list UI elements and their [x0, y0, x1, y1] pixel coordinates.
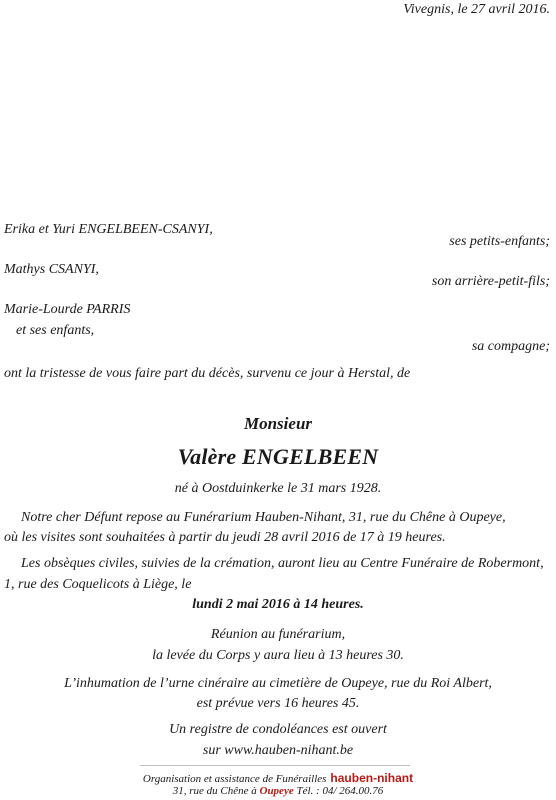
family-name-3b: et ses enfants, — [16, 323, 95, 338]
ceremony-date: lundi 2 mai 2016 à 14 heures. — [192, 597, 364, 612]
registry-line2: sur www.hauben-nihant.be — [202, 743, 354, 758]
meeting-line1: Réunion au funérarium, — [210, 627, 346, 642]
family-relation-3: sa compagne; — [471, 339, 550, 354]
paragraph1-line1: Notre cher Défunt repose au Funérarium Hauben-Nihant, 31, rue du Chêne à Oupeye, — [21, 510, 506, 525]
footer-address-town: Oupeye — [259, 785, 294, 797]
meeting-line2: la levée du Corps y aura lieu à 13 heures 30. — [152, 648, 404, 663]
deceased-name: Valère ENGELBEEN — [177, 444, 379, 469]
family-relation-1: ses petits-enfants; — [449, 234, 550, 249]
footer-address-prefix: 31, rue du Chêne à — [172, 785, 257, 797]
footer-address — [0, 785, 556, 797]
family-relation-2: son arrière-petit-fils; — [431, 274, 550, 289]
footer-phone: Tél. : 04/ 264.00.76 — [296, 785, 384, 797]
inhumation-line1: L’inhumation de l’urne cinéraire au cimetière de Oupeye, rue du Roi Albert, — [64, 676, 492, 691]
paragraph1-line2: où les visites sont souhaitées à partir du jeudi 28 avril 2016 de 17 à 19 heures. — [4, 530, 446, 545]
date-line: Vivegnis, le 27 avril 2016. — [403, 2, 550, 17]
footer-divider — [140, 765, 410, 766]
footer-org-text: Organisation et assistance de Funérailles — [142, 773, 327, 785]
paragraph2-line1: Les obsèques civiles, suivies de la crémation, auront lieu au Centre Funéraire de Robermont, — [21, 556, 544, 571]
birth-line: né à Oostduinkerke le 31 mars 1928. — [174, 481, 382, 496]
family-name-1: Erika et Yuri ENGELBEEN-CSANYI, — [4, 222, 213, 237]
family-name-3: Marie-Lourde PARRIS — [4, 302, 131, 317]
registry-line1: Un registre de condoléances est ouvert — [169, 722, 387, 737]
paragraph2-line2: 1, rue des Coquelicots à Liège, le — [4, 577, 192, 592]
honorific: Monsieur — [243, 414, 313, 433]
announcement-text: ont la tristesse de vous faire part du décès, survenu ce jour à Herstal, de — [4, 366, 411, 381]
brand-logo: hauben-nihant — [330, 771, 414, 785]
family-name-2: Mathys CSANYI, — [4, 262, 99, 277]
inhumation-line2: est prévue vers 16 heures 45. — [196, 696, 360, 711]
